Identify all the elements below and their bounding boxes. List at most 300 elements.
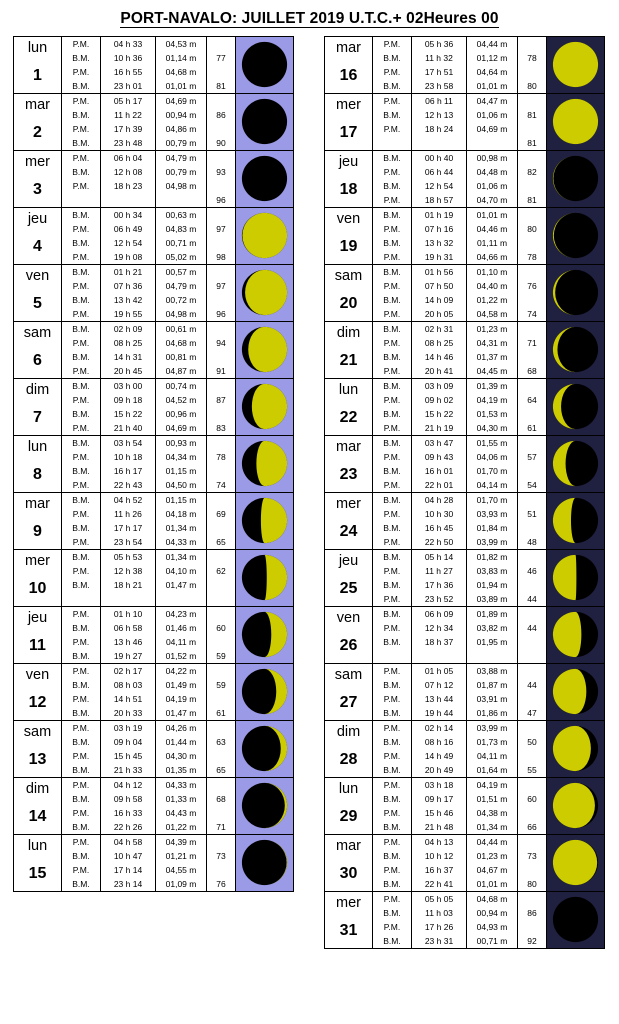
day-cell <box>14 322 62 379</box>
tide-type: B.M. <box>383 381 401 391</box>
tide-time: 21 h 48 <box>424 822 454 832</box>
tide-coefficient: 94 <box>216 338 226 348</box>
day-row <box>14 835 294 892</box>
moon-lit-part <box>553 783 595 828</box>
tide-time: 12 h 54 <box>424 181 454 191</box>
tide-coefficient: 96 <box>216 309 226 319</box>
tide-coefficient: 93 <box>216 167 226 177</box>
moon-phase-icon <box>547 835 604 890</box>
day-name: lun <box>338 781 359 797</box>
tide-time: 21 h 40 <box>113 423 143 433</box>
tide-height: 04,38 m <box>476 808 508 818</box>
tide-type: B.M. <box>383 765 401 775</box>
tide-height: 01,52 m <box>165 651 197 661</box>
tide-type: P.M. <box>72 366 90 376</box>
tide-coefficient: 60 <box>216 623 226 633</box>
tide-height: 01,34 m <box>165 523 197 533</box>
tide-type-cell <box>62 208 101 265</box>
tide-type: B.M. <box>383 110 401 120</box>
moon-phase-cell <box>236 436 294 493</box>
tide-height: 04,06 m <box>476 452 508 462</box>
tide-type-cell <box>373 778 412 835</box>
tide-height: 04,11 m <box>476 751 508 761</box>
tide-height: 00,96 m <box>165 409 197 419</box>
day-name: jeu <box>338 553 359 569</box>
coefficient-cell <box>518 37 547 94</box>
tide-type: P.M. <box>383 566 401 576</box>
tide-type: P.M. <box>383 594 401 604</box>
day-name: mer <box>336 496 361 512</box>
tide-time: 16 h 01 <box>424 466 454 476</box>
tide-height: 04,22 m <box>165 666 197 676</box>
tide-time-cell <box>101 778 156 835</box>
tide-time: 01 h 05 <box>424 666 454 676</box>
tide-time-cell <box>412 607 467 664</box>
tide-time: 10 h 47 <box>113 851 143 861</box>
tide-height: 01,33 m <box>165 794 197 804</box>
tide-height-cell <box>156 607 207 664</box>
moon-phase-icon <box>547 493 604 548</box>
day-name: sam <box>23 724 52 740</box>
moon-disc <box>242 156 287 201</box>
tide-coefficient: 78 <box>527 252 537 262</box>
tide-time: 15 h 46 <box>424 808 454 818</box>
tide-time: 20 h 05 <box>424 309 454 319</box>
tide-height: 01,84 m <box>476 523 508 533</box>
tide-height-cell <box>467 664 518 721</box>
day-number: 22 <box>339 409 358 426</box>
day-name: sam <box>23 325 52 341</box>
tide-time: 16 h 55 <box>113 67 143 77</box>
tide-type: B.M. <box>383 238 401 248</box>
day-row <box>14 607 294 664</box>
tide-height: 04,33 m <box>165 537 197 547</box>
day-name: dim <box>336 325 361 341</box>
tide-type-cell <box>62 607 101 664</box>
tide-type-cell <box>373 721 412 778</box>
moon-phase-cell <box>547 37 605 94</box>
coefficient-cell <box>518 778 547 835</box>
coefficient-cell <box>518 493 547 550</box>
day-name: mer <box>25 154 50 170</box>
day-cell <box>325 607 373 664</box>
day-row <box>14 322 294 379</box>
tide-height: 04,39 m <box>165 837 197 847</box>
tide-height: 00,71 m <box>165 238 197 248</box>
tide-time: 23 h 01 <box>113 81 143 91</box>
tide-time: 03 h 47 <box>424 438 454 448</box>
day-number: 28 <box>339 751 358 768</box>
tide-height: 01,01 m <box>476 81 508 91</box>
tide-height: 04,30 m <box>165 751 197 761</box>
tide-time: 08 h 25 <box>113 338 143 348</box>
tide-time: 14 h 51 <box>113 694 143 704</box>
tide-height: 01,34 m <box>476 822 508 832</box>
tide-type: P.M. <box>72 780 90 790</box>
tide-height: 01,39 m <box>476 381 508 391</box>
tide-time-cell <box>101 94 156 151</box>
day-cell <box>14 436 62 493</box>
moon-phase-icon <box>236 550 293 605</box>
day-number: 24 <box>339 523 358 540</box>
tide-time: 08 h 16 <box>424 737 454 747</box>
tide-type: B.M. <box>72 680 90 690</box>
tide-height-cell <box>156 379 207 436</box>
tide-type: P.M. <box>383 338 401 348</box>
tide-time: 16 h 17 <box>113 466 143 476</box>
day-number: 5 <box>33 295 42 312</box>
tide-time: 04 h 58 <box>113 837 143 847</box>
tide-type-cell <box>373 379 412 436</box>
tide-time: 22 h 26 <box>113 822 143 832</box>
tide-time: 09 h 18 <box>113 395 143 405</box>
tide-type: B.M. <box>72 794 90 804</box>
tide-height: 01,64 m <box>476 765 508 775</box>
tide-type: B.M. <box>383 466 401 476</box>
tide-time: 06 h 49 <box>113 224 143 234</box>
page-title <box>0 10 619 28</box>
tide-height-cell <box>467 436 518 493</box>
day-name: jeu <box>27 610 48 626</box>
tide-type: B.M. <box>72 580 90 590</box>
moon-disc <box>242 99 287 144</box>
tide-time-cell <box>412 892 467 949</box>
tide-time: 09 h 17 <box>424 794 454 804</box>
tide-type-cell <box>62 550 101 607</box>
tide-height: 01,23 m <box>476 324 508 334</box>
tide-time: 11 h 22 <box>114 110 142 120</box>
tide-time: 05 h 17 <box>113 96 143 106</box>
tide-type: P.M. <box>72 67 90 77</box>
moon-phase-cell <box>547 436 605 493</box>
coefficient-cell <box>207 208 236 265</box>
tide-height: 04,83 m <box>165 224 197 234</box>
tide-time: 05 h 53 <box>113 552 143 562</box>
tide-type-cell <box>373 151 412 208</box>
tide-height: 04,10 m <box>165 566 197 576</box>
tide-height: 03,89 m <box>476 594 508 604</box>
tide-height: 04,98 m <box>165 309 197 319</box>
tide-time: 00 h 40 <box>424 153 454 163</box>
tide-height: 04,52 m <box>165 395 197 405</box>
day-row <box>14 208 294 265</box>
tide-height: 00,57 m <box>165 267 197 277</box>
tide-type: P.M. <box>383 480 401 490</box>
tide-time-cell <box>101 436 156 493</box>
moon-phase-cell <box>547 208 605 265</box>
tide-type: P.M. <box>72 808 90 818</box>
tide-height: 01,12 m <box>476 53 508 63</box>
tide-time: 10 h 30 <box>424 509 454 519</box>
day-row <box>14 151 294 208</box>
tide-time: 03 h 00 <box>113 381 143 391</box>
moon-phase-cell <box>547 550 605 607</box>
tide-height: 00,81 m <box>165 352 197 362</box>
tide-time: 08 h 25 <box>424 338 454 348</box>
tide-time: 19 h 27 <box>113 651 143 661</box>
tide-time: 21 h 19 <box>424 423 454 433</box>
tide-time-cell <box>412 721 467 778</box>
tide-time: 19 h 55 <box>113 309 143 319</box>
tide-time: 22 h 41 <box>424 879 454 889</box>
tide-time: 04 h 33 <box>113 39 143 49</box>
tide-time: 11 h 27 <box>425 566 453 576</box>
moon-phase-icon <box>236 208 293 263</box>
coefficient-cell <box>207 265 236 322</box>
tide-height: 04,34 m <box>165 452 197 462</box>
tide-type: P.M. <box>72 281 90 291</box>
tide-time: 18 h 24 <box>424 124 454 134</box>
tide-coefficient: 46 <box>527 566 537 576</box>
tide-time: 10 h 12 <box>424 851 454 861</box>
moon-phase-icon <box>236 379 293 434</box>
moon-phase-cell <box>236 37 294 94</box>
day-number: 26 <box>339 637 358 654</box>
tide-height-cell <box>156 778 207 835</box>
day-name: mer <box>336 895 361 911</box>
tide-type: B.M. <box>383 580 401 590</box>
coefficient-cell <box>518 721 547 778</box>
tide-type: B.M. <box>383 822 401 832</box>
tide-time-cell <box>101 835 156 892</box>
tide-height: 01,21 m <box>165 851 197 861</box>
tide-height-cell <box>156 265 207 322</box>
tide-coefficient: 68 <box>527 366 537 376</box>
tide-height: 01,15 m <box>165 495 197 505</box>
tide-time: 07 h 12 <box>424 680 454 690</box>
tide-height: 04,40 m <box>476 281 508 291</box>
moon-phase-icon <box>236 322 293 377</box>
tide-time-cell <box>412 379 467 436</box>
day-number: 17 <box>339 124 358 141</box>
coefficient-cell <box>207 664 236 721</box>
day-number: 8 <box>33 466 42 483</box>
tide-time: 13 h 32 <box>424 238 454 248</box>
tide-time: 22 h 43 <box>113 480 143 490</box>
tide-type: P.M. <box>72 338 90 348</box>
tide-type: B.M. <box>383 851 401 861</box>
moon-phase-icon <box>236 94 293 149</box>
coefficient-cell <box>207 151 236 208</box>
day-row <box>14 379 294 436</box>
tide-time: 05 h 05 <box>424 894 454 904</box>
day-cell <box>14 37 62 94</box>
tide-type-cell <box>62 835 101 892</box>
tide-height: 04,87 m <box>165 366 197 376</box>
coefficient-cell <box>207 37 236 94</box>
tide-height: 01,22 m <box>165 822 197 832</box>
day-name: sam <box>334 667 363 683</box>
tide-coefficient: 92 <box>527 936 537 946</box>
page-title-text: PORT-NAVALO: JUILLET 2019 U.T.C.+ 02Heures 00 <box>120 10 499 27</box>
tide-type: P.M. <box>383 423 401 433</box>
tide-time: 16 h 33 <box>113 808 143 818</box>
tide-coefficient: 80 <box>527 81 537 91</box>
tide-type-cell <box>62 37 101 94</box>
moon-phase-cell <box>547 721 605 778</box>
tide-coefficient: 87 <box>216 395 226 405</box>
moon-phase-icon <box>547 151 604 206</box>
tide-height: 01,89 m <box>476 609 508 619</box>
moon-lit-part <box>553 99 598 144</box>
tide-time-cell <box>412 550 467 607</box>
coefficient-cell <box>207 379 236 436</box>
tide-type: B.M. <box>383 352 401 362</box>
tide-time: 23 h 54 <box>113 537 143 547</box>
tide-height: 04,19 m <box>476 395 508 405</box>
tide-height: 01,06 m <box>476 181 508 191</box>
tide-height: 04,70 m <box>476 195 508 205</box>
tide-coefficient: 47 <box>527 708 537 718</box>
tide-time-cell <box>412 493 467 550</box>
day-cell <box>14 493 62 550</box>
day-cell <box>325 37 373 94</box>
tide-height: 04,48 m <box>476 167 508 177</box>
tide-time: 10 h 36 <box>113 53 143 63</box>
day-row <box>325 151 605 208</box>
tide-type: B.M. <box>383 552 401 562</box>
tide-type: B.M. <box>72 466 90 476</box>
tide-height: 04,33 m <box>165 780 197 790</box>
moon-phase-cell <box>236 835 294 892</box>
day-number: 10 <box>28 580 47 597</box>
tide-height-cell <box>467 892 518 949</box>
tide-height: 01,46 m <box>165 623 197 633</box>
tide-height-cell <box>467 607 518 664</box>
tide-time-cell <box>412 835 467 892</box>
day-row <box>14 664 294 721</box>
coefficient-cell <box>207 322 236 379</box>
day-name: ven <box>336 211 361 227</box>
tide-time-cell <box>412 94 467 151</box>
tide-type: P.M. <box>383 623 401 633</box>
day-name: mar <box>336 439 361 455</box>
tide-type: B.M. <box>72 737 90 747</box>
tide-coefficient: 73 <box>216 851 226 861</box>
tide-time: 17 h 14 <box>113 865 143 875</box>
moon-phase-icon <box>236 151 293 206</box>
coefficient-cell <box>518 835 547 892</box>
coefficient-cell <box>518 436 547 493</box>
moon-phase-cell <box>236 94 294 151</box>
tide-time: 20 h 49 <box>424 765 454 775</box>
moon-lit-part <box>248 327 287 372</box>
tide-time: 06 h 09 <box>424 609 454 619</box>
tide-type: P.M. <box>72 723 90 733</box>
tide-coefficient: 54 <box>527 480 537 490</box>
day-cell <box>14 664 62 721</box>
tide-type: P.M. <box>383 39 401 49</box>
day-cell <box>14 94 62 151</box>
tide-time: 09 h 58 <box>113 794 143 804</box>
tide-height-cell <box>156 721 207 778</box>
tide-coefficient: 51 <box>527 509 537 519</box>
tide-time: 03 h 54 <box>113 438 143 448</box>
tide-type: P.M. <box>72 751 90 761</box>
tide-type: B.M. <box>72 138 90 148</box>
day-number: 7 <box>33 409 42 426</box>
tide-table-right <box>324 36 605 949</box>
tide-type-cell <box>62 265 101 322</box>
tide-type-cell <box>373 607 412 664</box>
tide-height-cell <box>467 94 518 151</box>
tide-type: P.M. <box>72 566 90 576</box>
tide-time: 17 h 26 <box>424 922 454 932</box>
day-row <box>14 550 294 607</box>
tide-height: 04,46 m <box>476 224 508 234</box>
tide-height: 04,31 m <box>476 338 508 348</box>
day-name: lun <box>27 439 48 455</box>
tide-height: 04,64 m <box>476 67 508 77</box>
tide-type-cell <box>373 835 412 892</box>
tide-type: P.M. <box>72 537 90 547</box>
moon-phase-icon <box>236 265 293 320</box>
tide-height: 04,23 m <box>165 609 197 619</box>
tide-time: 04 h 13 <box>424 837 454 847</box>
moon-phase-icon <box>547 379 604 434</box>
tide-time: 10 h 18 <box>113 452 143 462</box>
day-row <box>325 664 605 721</box>
tide-time: 09 h 43 <box>424 452 454 462</box>
tide-time: 16 h 45 <box>424 523 454 533</box>
day-name: lun <box>338 382 359 398</box>
coefficient-cell <box>518 151 547 208</box>
tide-time: 18 h 57 <box>424 195 454 205</box>
tide-type: B.M. <box>383 53 401 63</box>
tide-type-cell <box>62 94 101 151</box>
tide-height: 04,69 m <box>165 96 197 106</box>
tide-type: B.M. <box>72 81 90 91</box>
tide-time: 08 h 03 <box>113 680 143 690</box>
tide-height: 00,94 m <box>165 110 197 120</box>
day-row <box>325 208 605 265</box>
tide-height: 00,71 m <box>476 936 508 946</box>
day-cell <box>325 94 373 151</box>
tide-coefficient: 71 <box>216 822 226 832</box>
day-name: sam <box>334 268 363 284</box>
moon-phase-cell <box>236 151 294 208</box>
tide-type: P.M. <box>383 366 401 376</box>
tide-coefficient: 86 <box>216 110 226 120</box>
tide-height: 01,14 m <box>165 53 197 63</box>
day-cell <box>325 892 373 949</box>
coefficient-cell <box>518 265 547 322</box>
tide-time-cell <box>412 436 467 493</box>
tide-height: 00,63 m <box>165 210 197 220</box>
day-row <box>14 436 294 493</box>
tide-time: 11 h 26 <box>114 509 142 519</box>
day-name: mar <box>25 496 50 512</box>
tide-coefficient: 69 <box>216 509 226 519</box>
day-cell <box>325 664 373 721</box>
day-row <box>14 94 294 151</box>
tide-coefficient: 44 <box>527 680 537 690</box>
tide-height: 00,79 m <box>165 167 197 177</box>
tide-time: 11 h 32 <box>425 53 453 63</box>
tide-type-cell <box>373 664 412 721</box>
tide-time-cell <box>101 37 156 94</box>
tide-height: 00,93 m <box>165 438 197 448</box>
tide-coefficient: 71 <box>527 338 537 348</box>
tide-time: 17 h 39 <box>113 124 143 134</box>
tide-height-cell <box>156 550 207 607</box>
moon-disc <box>242 42 287 87</box>
tide-height: 01,82 m <box>476 552 508 562</box>
tide-height-cell <box>156 493 207 550</box>
tide-time: 14 h 31 <box>113 352 143 362</box>
day-number: 30 <box>339 865 358 882</box>
moon-phase-cell <box>547 607 605 664</box>
